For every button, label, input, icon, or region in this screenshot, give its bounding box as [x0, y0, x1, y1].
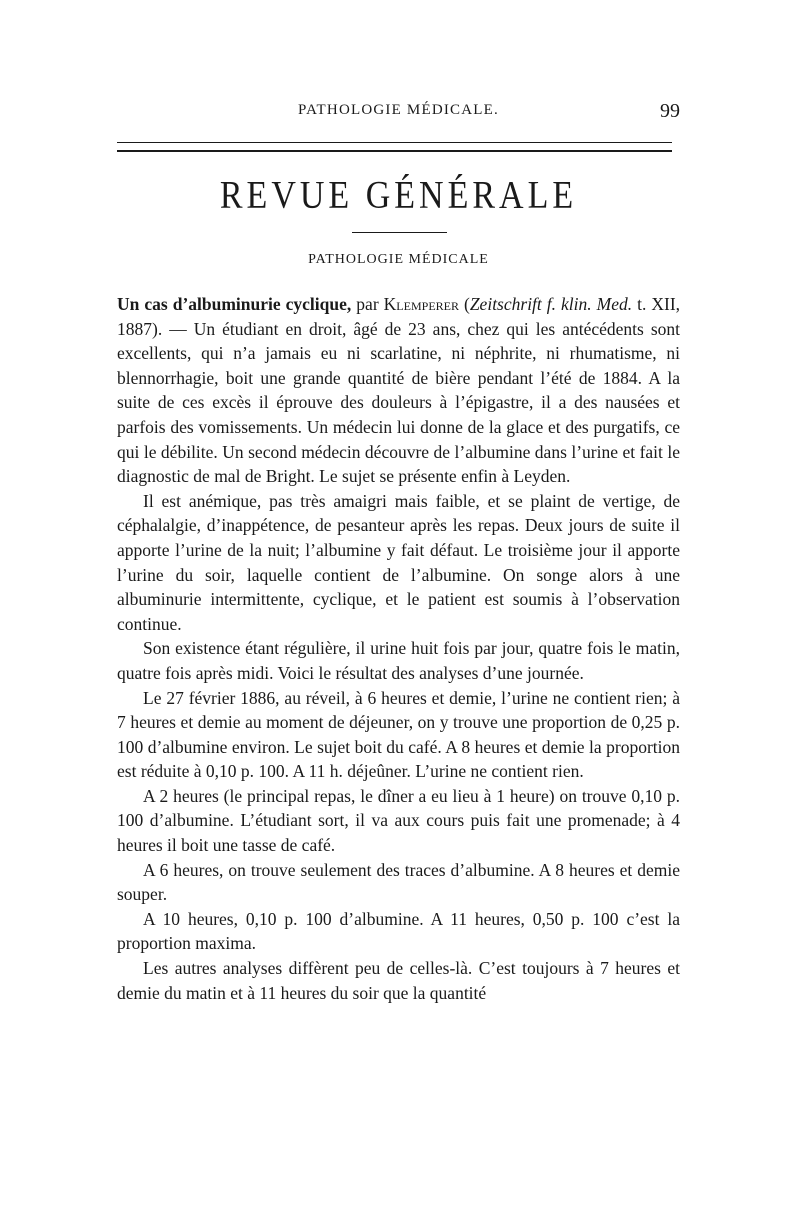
- article-lead-text: — Un étudiant en droit, âgé de 23 ans, chez qui les antécédents sont excellents, qui n’a jamais eu ni scarlatine, ni néphrite, ni rhumatisme, ni blennorrhagie, boit une grande quantité de bière pendant l’été de 1884. A la suite de ces excès il éprouve des douleurs à l’épigastre, il a des nausées et parfois des vomissements. Un médecin lui donne de la glace et des purgatifs, ce qui le débilite. Un second médecin découvre de l’albumine dans l’urine et fait le diagnostic de mal de Bright. Le sujet se présente enfin à Leyden.: [117, 318, 680, 487]
- article-reference: Zeitschrift f. klin. Med.: [469, 294, 633, 314]
- paragraph: A 6 heures, on trouve seulement des traces d’albumine. A 8 heures et demie souper.: [117, 859, 680, 905]
- ref-open: (: [464, 294, 470, 314]
- paragraph: Son existence étant régulière, il urine huit fois par jour, quatre fois le matin, quatre fois après midi. Voici le résultat des analyses d’une journée.: [117, 638, 680, 683]
- running-title: PATHOLOGIE MÉDICALE.: [298, 102, 499, 118]
- paragraph: Les autres analyses diffèrent peu de celles-là. C’est toujours à 7 heures et demie du matin et à 11 heures du soir que la quantité: [117, 958, 680, 1003]
- article-lead-paragraph: [117, 292, 680, 489]
- title-rule: [352, 232, 447, 233]
- header-rule-thick: [117, 150, 672, 152]
- section-title: REVUE GÉNÉRALE: [219, 174, 578, 217]
- article-author: Klemperer: [383, 294, 459, 314]
- paragraph: Il est anémique, pas très amaigri mais faible, et se plaint de vertige, de céphalalgie, d’inappétence, de pesanteur après les repas. Deux jours de suite il apporte l’urine de la nuit; l’albumine y fait défaut. Le troisième jour il apporte l’urine du soir, laquelle contient de l’albumine. On songe alors à une albuminurie intermittente, cyclique, et le patient est soumis à l’observation continue.: [117, 490, 680, 634]
- running-head: [117, 100, 680, 124]
- paragraph: A 2 heures (le principal repas, le dîner a eu lieu à 1 heure) on trouve 0,10 p. 100 d’albumine. L’étudiant sort, il va aux cours puis fait une promenade; à 4 heures il boit une tasse de café.: [117, 785, 680, 856]
- paragraph: Le 27 février 1886, au réveil, à 6 heures et demie, l’urine ne contient rien; à 7 heures et demie au moment de déjeuner, on y trouve une proportion de 0,25 p. 100 d’albumine environ. Le sujet boit du café. A 8 heures et demie la proportion est réduite à 0,10 p. 100. A 11 h. déjeûner. L’urine ne contient rien.: [117, 687, 680, 782]
- article-title: Un cas d’albuminurie cyclique,: [117, 294, 352, 314]
- article-body: [117, 292, 680, 1005]
- page-number: 99: [660, 100, 680, 122]
- paragraph: A 10 heures, 0,10 p. 100 d’albumine. A 11 heures, 0,50 p. 100 c’est la proportion maxima.: [117, 908, 680, 954]
- section-subtitle: PATHOLOGIE MÉDICALE: [308, 252, 489, 267]
- article-by: par: [356, 294, 379, 314]
- header-rule-thin: [117, 142, 672, 143]
- ref-close: t. XII, 1887).: [117, 294, 681, 339]
